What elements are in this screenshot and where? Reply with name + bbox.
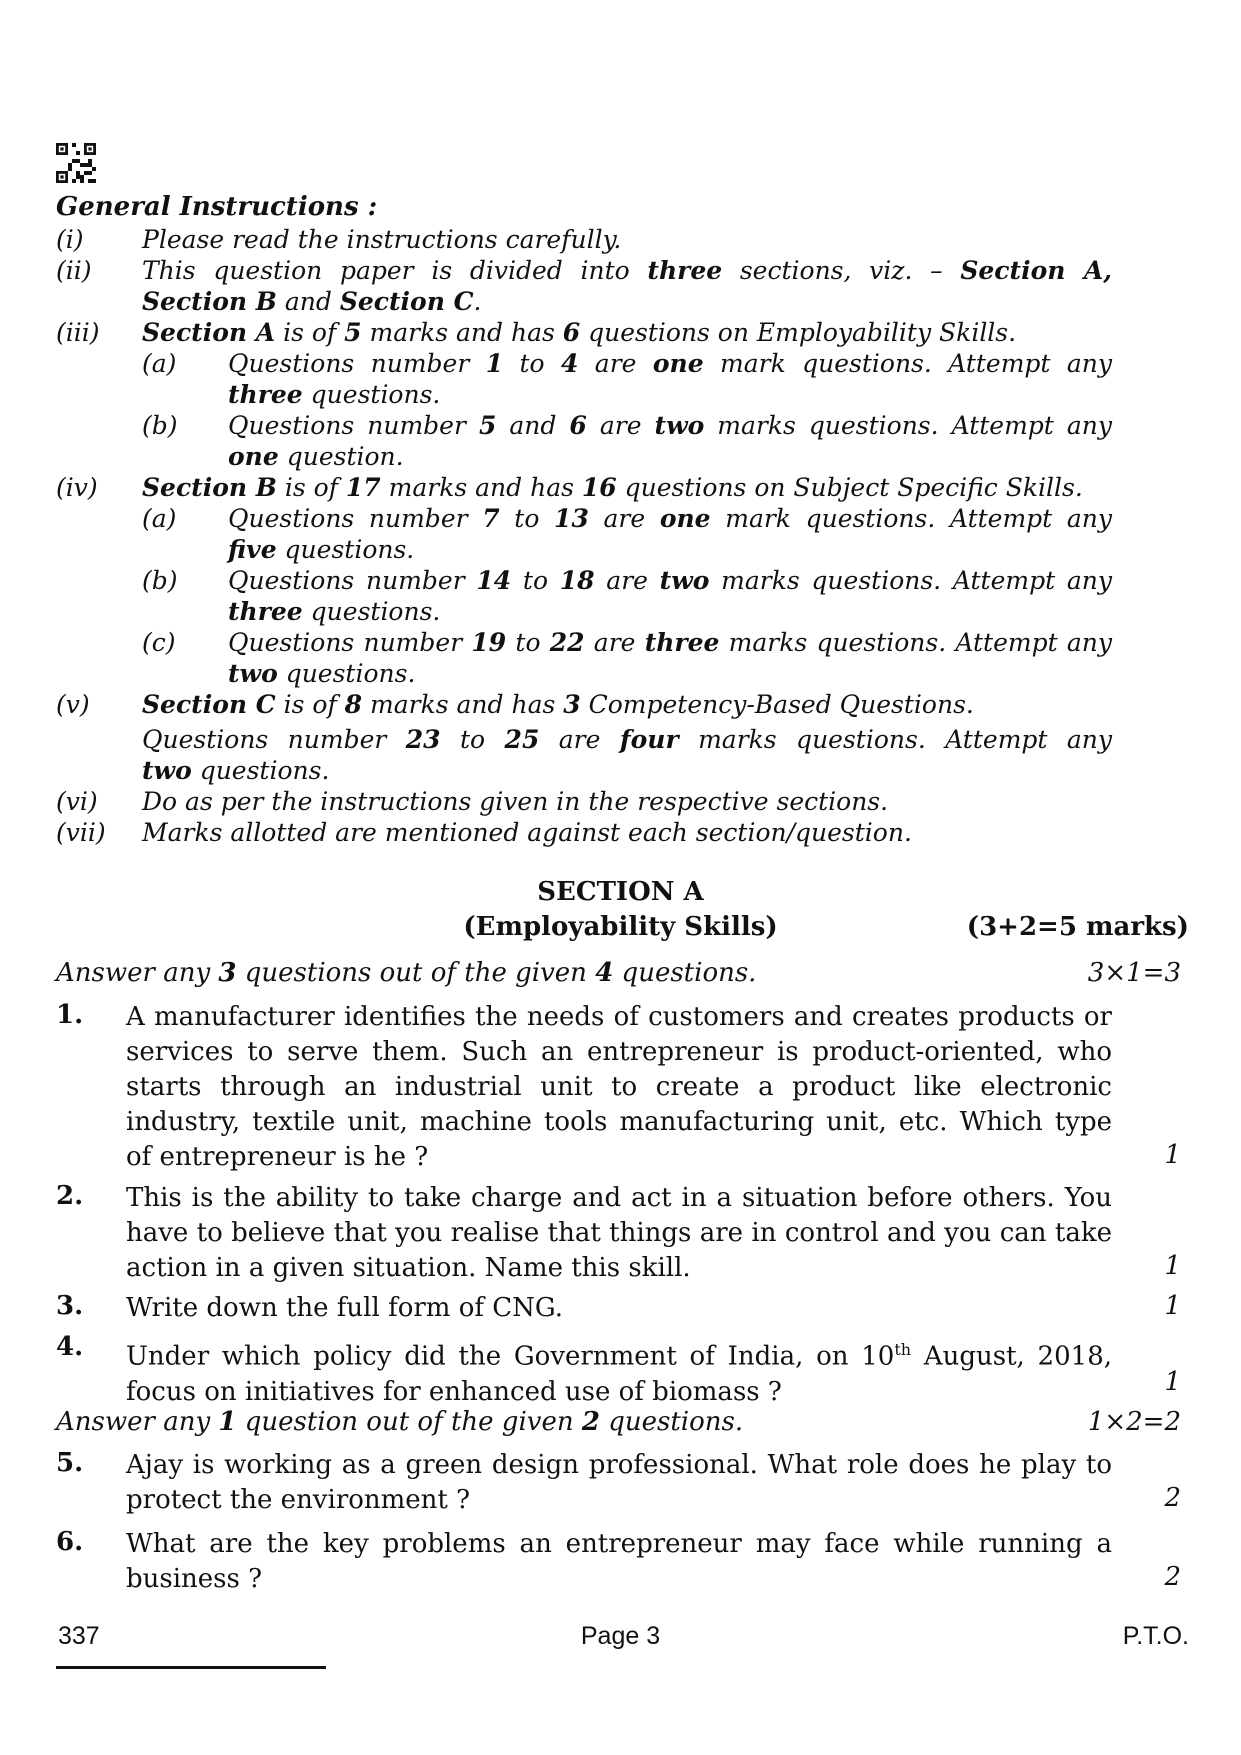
sub-instruction-text xyxy=(228,658,415,689)
text-run: three xyxy=(228,380,303,409)
text-run: questions. xyxy=(191,756,330,785)
sub-instruction-text xyxy=(142,755,329,786)
text-run: is of xyxy=(275,318,345,347)
sub-instruction-text xyxy=(228,596,440,627)
text-run: two xyxy=(659,566,710,595)
text-run: mark questions. Attempt any xyxy=(703,349,1113,378)
instruction-number: (v) xyxy=(56,690,90,719)
text-run: two xyxy=(142,756,192,785)
question-marks: 2 xyxy=(1164,1483,1181,1513)
text-run: 16 xyxy=(581,473,617,502)
text-run: and xyxy=(276,287,340,316)
text-run: question out of the given xyxy=(236,1407,582,1437)
question-line xyxy=(126,1332,1112,1375)
general-instructions-heading: General Instructions : xyxy=(56,192,378,222)
text-run: Section B xyxy=(142,473,277,502)
text-run: marks questions. Attempt any xyxy=(719,628,1113,657)
sub-instruction-text xyxy=(228,627,1112,658)
text-run: Section A xyxy=(142,318,276,347)
text-run: are xyxy=(578,349,653,378)
text-run: to xyxy=(511,566,560,595)
text-run: 7 xyxy=(482,504,500,533)
text-run: 5 xyxy=(344,318,362,347)
text-run: 3 xyxy=(563,690,581,719)
text-run: Section B xyxy=(142,287,277,316)
text-run: questions. xyxy=(276,535,415,564)
text-run: four xyxy=(619,725,679,754)
instruction-text xyxy=(142,286,481,317)
question-number: 3. xyxy=(56,1291,84,1321)
question-text xyxy=(126,1181,1112,1286)
text-run: to xyxy=(503,349,561,378)
text-run: are xyxy=(539,725,620,754)
instruction-text: Please read the instructions carefully. xyxy=(142,225,622,254)
text-run: 19 xyxy=(471,628,507,657)
question-number: 4. xyxy=(56,1332,84,1362)
text-run: August, 2018, xyxy=(911,1341,1112,1372)
question-text xyxy=(126,1527,1112,1597)
text-run: one xyxy=(659,504,711,533)
question-marks: 1 xyxy=(1164,1291,1181,1321)
text-run: Section A, xyxy=(960,256,1112,285)
text-run: questions. xyxy=(277,659,416,688)
text-run: three xyxy=(647,256,723,285)
question-number: 1. xyxy=(56,1000,84,1030)
question-line: industry, textile unit, machine tools manufacturing unit, etc. Which type xyxy=(126,1107,1112,1137)
question-line: services to serve them. Such an entrepreneur is product-oriented, who xyxy=(126,1037,1112,1067)
instruction-text xyxy=(142,689,974,720)
sub-instruction-text xyxy=(228,503,1112,534)
text-run: 4 xyxy=(595,958,614,988)
text-run: Questions number xyxy=(228,504,483,533)
sub-instruction-number: (b) xyxy=(142,566,178,595)
question-text xyxy=(126,1291,1112,1326)
question-line: focus on initiatives for enhanced use of biomass ? xyxy=(126,1376,782,1407)
text-run: is of xyxy=(276,473,346,502)
text-run: two xyxy=(228,659,278,688)
text-run: Questions number xyxy=(228,628,472,657)
text-run: Questions number xyxy=(228,566,477,595)
instruction-text xyxy=(142,472,1083,503)
question-number: 6. xyxy=(56,1527,84,1557)
instruction-text xyxy=(142,317,1016,348)
question-number: 2. xyxy=(56,1181,84,1211)
text-run: marks questions. Attempt any xyxy=(678,725,1113,754)
text-run: Competency-Based Questions. xyxy=(580,690,974,719)
text-run: questions on Subject Specific Skills. xyxy=(616,473,1083,502)
text-run: to xyxy=(499,504,555,533)
text-run: 14 xyxy=(476,566,512,595)
text-run: marks and has xyxy=(362,690,564,719)
instruction-number: (iv) xyxy=(56,473,98,502)
text-run: Questions number xyxy=(142,725,406,754)
text-run: are xyxy=(584,628,645,657)
section-subtitle: (Employability Skills) xyxy=(463,912,778,942)
text-run: questions. xyxy=(613,958,757,988)
text-run: 1 xyxy=(218,1407,237,1437)
instruction-number: (i) xyxy=(56,225,84,254)
text-run: to xyxy=(506,628,550,657)
instruction-number: (ii) xyxy=(56,256,92,285)
instruction-text: Marks allotted are mentioned against each section/question. xyxy=(142,818,912,847)
text-run: one xyxy=(228,442,279,471)
text-run: are xyxy=(586,411,655,440)
question-line: of entrepreneur is he ? xyxy=(126,1142,429,1172)
text-run: 2 xyxy=(581,1407,600,1437)
text-run: questions on Employability Skills. xyxy=(580,318,1017,347)
text-run: 25 xyxy=(504,725,540,754)
text-run: 23 xyxy=(405,725,441,754)
text-run: mark questions. Attempt any xyxy=(710,504,1113,533)
text-run: Under which policy did the Government of India, on 10 xyxy=(126,1341,895,1372)
text-run: questions. xyxy=(302,597,441,626)
instruction-text: Do as per the instructions given in the respective sections. xyxy=(142,787,889,816)
question-line: have to believe that you realise that things are in control and you can take xyxy=(126,1218,1112,1248)
text-run: questions. xyxy=(599,1407,744,1437)
text-run: marks questions. Attempt any xyxy=(709,566,1112,595)
question-line: starts through an industrial unit to create a product like electronic xyxy=(126,1072,1112,1102)
text-run: 6 xyxy=(569,411,587,440)
question-line: Ajay is working as a green design professional. What role does he play to xyxy=(126,1450,1112,1480)
qr-code-icon xyxy=(56,143,96,183)
sub-instruction-text xyxy=(228,565,1112,596)
text-run: questions. xyxy=(302,380,441,409)
question-marks: 1 xyxy=(1164,1140,1181,1170)
superscript: th xyxy=(894,1340,912,1359)
sub-instruction-text xyxy=(228,441,404,472)
please-turn-over: P.T.O. xyxy=(1122,1622,1189,1650)
text-run: Questions number xyxy=(228,349,486,378)
question-text xyxy=(126,1000,1112,1175)
text-run: Answer any xyxy=(56,1407,219,1437)
text-run: to xyxy=(440,725,505,754)
text-run: are xyxy=(594,566,660,595)
question-line: protect the environment ? xyxy=(126,1485,471,1515)
text-run: marks and has xyxy=(361,318,563,347)
section-marks: (3+2=5 marks) xyxy=(966,912,1189,942)
sub-instruction-number: (a) xyxy=(142,349,177,378)
text-run: 8 xyxy=(344,690,363,719)
instruction-number: (vi) xyxy=(56,787,98,816)
text-run: Questions number xyxy=(228,411,479,440)
text-run: This question paper is divided into xyxy=(142,256,648,285)
instruction-text xyxy=(142,255,1112,286)
answer-instruction xyxy=(56,1407,743,1437)
text-run: marks and has xyxy=(380,473,582,502)
section-title: SECTION A xyxy=(537,877,704,907)
text-run: question. xyxy=(278,442,404,471)
question-line: business ? xyxy=(126,1564,263,1594)
text-run: 6 xyxy=(562,318,581,347)
text-run: sections, viz. – xyxy=(722,256,961,285)
question-line: What are the key problems an entrepreneur may face while running a xyxy=(126,1529,1112,1559)
question-marks: 1 xyxy=(1164,1251,1181,1281)
question-line: This is the ability to take charge and act in a situation before others. You xyxy=(126,1183,1112,1213)
answer-marks: 3×1=3 xyxy=(1087,958,1181,988)
sub-instruction-text xyxy=(228,410,1112,441)
sub-instruction-number: (a) xyxy=(142,504,177,533)
text-run: one xyxy=(652,349,704,378)
question-marks: 1 xyxy=(1164,1367,1181,1397)
question-line: Write down the full form of CNG. xyxy=(126,1293,563,1323)
text-run: Section C xyxy=(142,690,276,719)
sub-instruction-text xyxy=(142,724,1112,755)
text-run: 3 xyxy=(218,958,237,988)
text-run: two xyxy=(654,411,705,440)
text-run: 1 xyxy=(485,349,504,378)
question-text xyxy=(126,1448,1112,1518)
text-run: Section C xyxy=(339,287,474,316)
sub-instruction-text xyxy=(228,534,414,565)
question-line: action in a given situation. Name this skill. xyxy=(126,1253,691,1283)
question-line: A manufacturer identifies the needs of customers and creates products or xyxy=(126,1002,1112,1032)
answer-marks: 1×2=2 xyxy=(1087,1407,1181,1437)
text-run: 5 xyxy=(478,411,497,440)
sub-instruction-number: (b) xyxy=(142,411,178,440)
instruction-number: (iii) xyxy=(56,318,100,347)
text-run: five xyxy=(228,535,277,564)
text-run: three xyxy=(228,597,303,626)
question-marks: 2 xyxy=(1164,1562,1181,1592)
footer-rule xyxy=(56,1666,326,1669)
text-run: . xyxy=(473,287,482,316)
text-run: 4 xyxy=(561,349,579,378)
text-run: 18 xyxy=(559,566,595,595)
sub-instruction-number: (c) xyxy=(142,628,176,657)
sub-instruction-text xyxy=(228,379,440,410)
sub-instruction-text xyxy=(228,348,1112,379)
text-run: three xyxy=(644,628,720,657)
text-run: and xyxy=(496,411,570,440)
text-run: are xyxy=(588,504,660,533)
paper-code: 337 xyxy=(58,1622,100,1650)
instruction-number: (vii) xyxy=(56,818,106,847)
text-run: is of xyxy=(275,690,345,719)
text-run: 22 xyxy=(549,628,585,657)
text-run: questions out of the given xyxy=(236,958,596,988)
question-number: 5. xyxy=(56,1448,84,1478)
text-run: marks questions. Attempt any xyxy=(704,411,1113,440)
text-run: 17 xyxy=(345,473,381,502)
text-run: 13 xyxy=(554,504,589,533)
page-number: Page 3 xyxy=(580,1622,661,1650)
question-text xyxy=(126,1332,1112,1410)
text-run: Answer any xyxy=(56,958,219,988)
answer-instruction xyxy=(56,958,756,988)
